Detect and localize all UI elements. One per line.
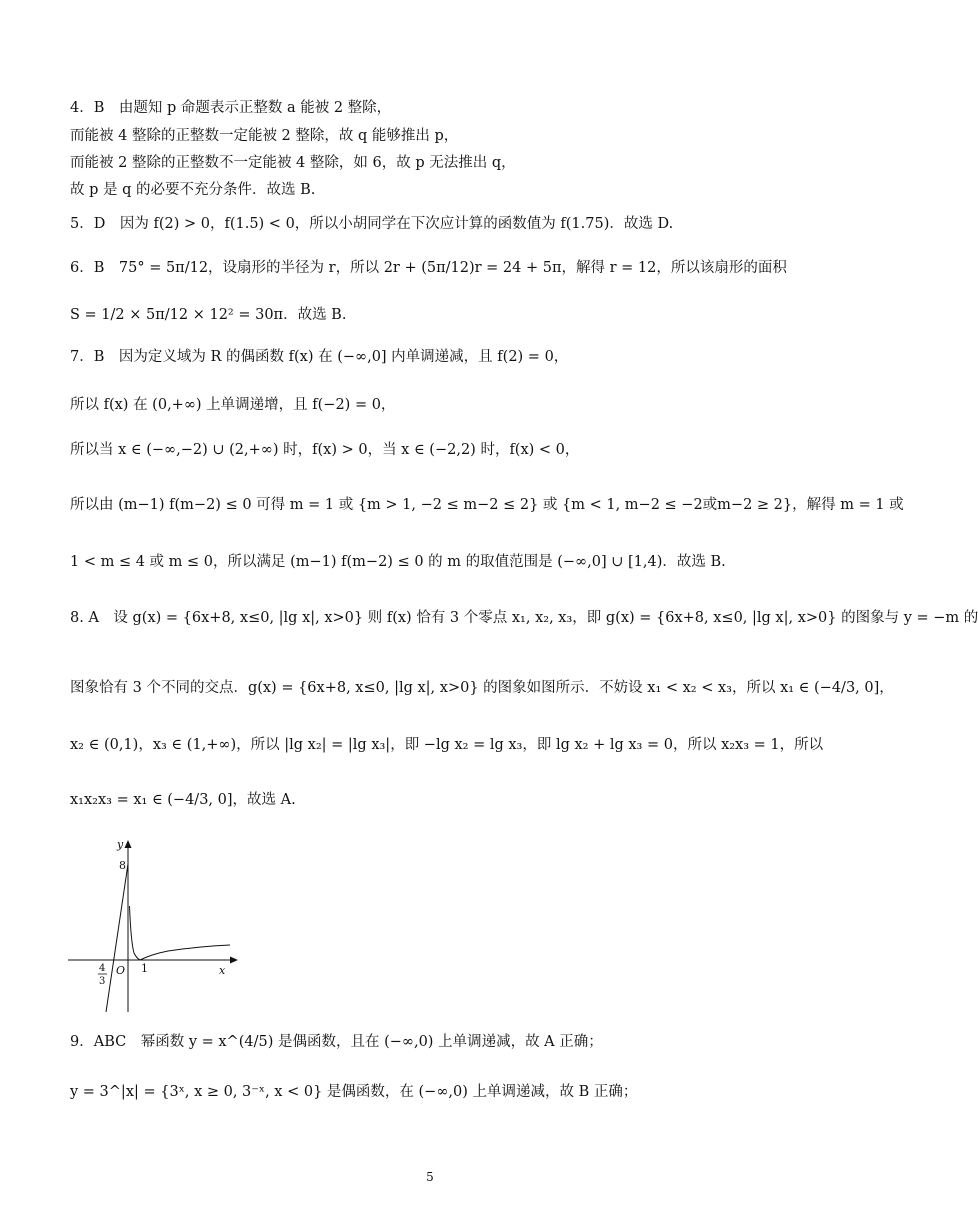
text-line: x₂ ∈ (0,1)，x₃ ∈ (1,+∞)，所以 |lg x₂| = |lg x₃|，即 −lg x₂ = lg x₃，即 lg x₂ + lg x₃ = 0，所以 x₂x₃ = 1，所以: [70, 737, 824, 753]
x-tick-label-negative-numerator: 4: [99, 963, 106, 974]
text-line: 而能被 2 整除的正整数不一定能被 4 整除，如 6，故 p 无法推出 q，: [70, 155, 516, 171]
text-line: 所以 f(x) 在 (0,+∞) 上单调递增，且 f(−2) = 0，: [70, 397, 396, 413]
x-tick-label-positive: 1: [141, 962, 148, 975]
text-line: 图象恰有 3 个不同的交点．g(x) = {6x+8, x≤0, |lg x|, x>0} 的图象如图所示．不妨设 x₁ < x₂ < x₃，所以 x₁ ∈ (−4/3, 0]，: [70, 680, 894, 696]
x-tick-label-negative-denominator: 3: [99, 976, 106, 987]
text-line: y = 3^|x| = {3ˣ, x ≥ 0, 3⁻ˣ, x < 0} 是偶函数，在 (−∞,0) 上单调递减，故 B 正确；: [70, 1084, 638, 1100]
linear-branch: [106, 864, 128, 1012]
text-line: 1 < m ≤ 4 或 m ≤ 0，所以满足 (m−1) f(m−2) ≤ 0 的 m 的取值范围是 (−∞,0] ∪ [1,4)．故选 B.: [70, 554, 726, 570]
y-tick-label: 8: [119, 859, 126, 872]
text-line: S = 1/2 × 5π/12 × 12² = 30π．故选 B.: [70, 307, 347, 323]
origin-label: O: [116, 964, 126, 977]
text-line: 8. A 设 g(x) = {6x+8, x≤0, |lg x|, x>0} 则 f(x) 恰有 3 个零点 x₁, x₂, x₃，即 g(x) = {6x+8, x≤0, |lg x|, x>0} 的图象与 y = −m 的: [70, 610, 978, 626]
y-axis-label: y: [117, 838, 124, 851]
text-line: x₁x₂x₃ = x₁ ∈ (−4/3, 0]，故选 A.: [70, 792, 296, 808]
x-axis-arrow-icon: [230, 957, 238, 964]
x-axis-label: x: [219, 964, 226, 977]
text-line: 5．D 因为 f(2) > 0，f(1.5) < 0，所以小胡同学在下次应计算的函数值为 f(1.75)．故选 D.: [70, 216, 674, 232]
page-number: 5: [426, 1170, 434, 1184]
text-line: 所以当 x ∈ (−∞,−2) ∪ (2,+∞) 时，f(x) > 0，当 x ∈ (−2,2) 时，f(x) < 0，: [70, 442, 580, 458]
log-branch: [130, 906, 231, 960]
y-axis-arrow-icon: [125, 840, 132, 848]
text-line: 所以由 (m−1) f(m−2) ≤ 0 可得 m = 1 或 {m > 1, −2 ≤ m−2 ≤ 2} 或 {m < 1, m−2 ≤ −2或m−2 ≥ 2}，解得 m = 1 或: [70, 497, 904, 513]
text-line: 9．ABC 幂函数 y = x^(4/5) 是偶函数，且在 (−∞,0) 上单调递减，故 A 正确；: [70, 1034, 603, 1050]
function-graph: [68, 836, 238, 1016]
text-line: 4．B 由题知 p 命题表示正整数 a 能被 2 整除，: [70, 100, 392, 116]
text-line: 而能被 4 整除的正整数一定能被 2 整除，故 q 能够推出 p，: [70, 128, 459, 144]
text-line: 7．B 因为定义域为 R 的偶函数 f(x) 在 (−∞,0] 内单调递减，且 f(2) = 0，: [70, 349, 569, 365]
text-line: 故 p 是 q 的必要不充分条件．故选 B.: [70, 182, 316, 198]
text-line: 6．B 75° = 5π/12，设扇形的半径为 r，所以 2r + (5π/12)r = 24 + 5π，解得 r = 12，所以该扇形的面积: [70, 260, 787, 276]
